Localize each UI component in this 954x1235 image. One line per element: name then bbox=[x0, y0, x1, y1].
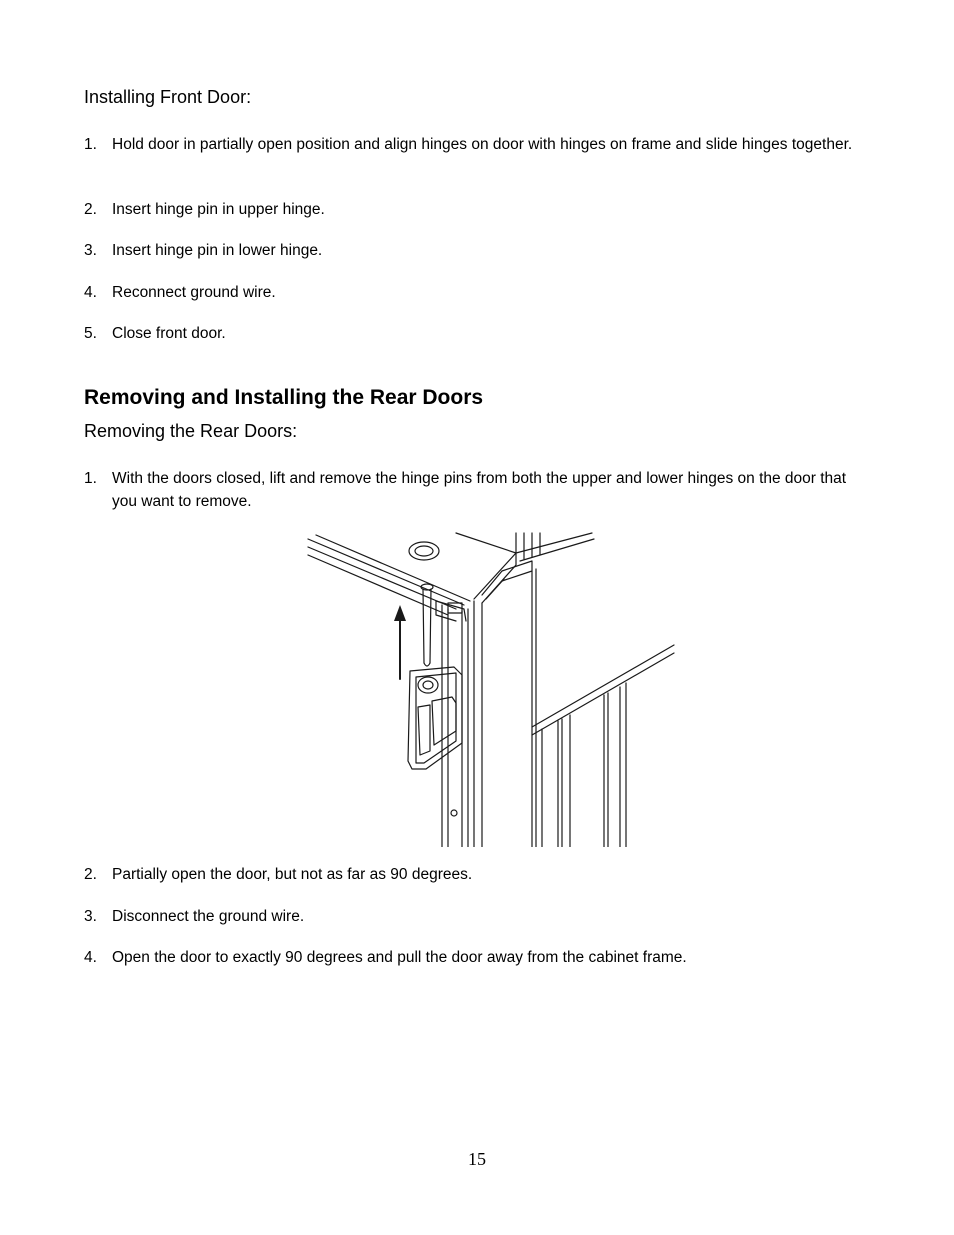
page-number: 15 bbox=[468, 1149, 486, 1169]
rear-doors-subheading: Removing the Rear Doors: bbox=[84, 421, 298, 441]
rear-doors-heading: Removing and Installing the Rear Doors bbox=[84, 386, 484, 409]
step-number: 3. bbox=[84, 908, 97, 925]
step-number: 4. bbox=[84, 949, 97, 966]
step-text: Close front door. bbox=[112, 325, 226, 342]
step-text: Disconnect the ground wire. bbox=[112, 908, 305, 925]
rear-doors-step-1 bbox=[84, 467, 874, 513]
door-panel bbox=[532, 569, 674, 847]
hinge-body bbox=[408, 667, 462, 769]
cabinet-top-corner bbox=[456, 533, 594, 603]
step-text: Insert hinge pin in upper hinge. bbox=[112, 201, 325, 218]
arrow-up-icon bbox=[394, 605, 406, 679]
step-number: 5. bbox=[84, 325, 97, 342]
front-door-subheading: Installing Front Door: bbox=[84, 87, 252, 107]
front-door-step-2 bbox=[84, 198, 874, 221]
rear-doors-step-4 bbox=[84, 946, 874, 969]
step-number: 1. bbox=[84, 470, 97, 487]
step-number: 2. bbox=[84, 866, 97, 883]
step-number: 3. bbox=[84, 242, 97, 259]
step-text: Insert hinge pin in lower hinge. bbox=[112, 242, 323, 259]
front-door-step-3 bbox=[84, 239, 874, 262]
front-door-step-1 bbox=[84, 133, 874, 156]
rear-doors-step-2 bbox=[84, 863, 874, 886]
rear-doors-step-3 bbox=[84, 905, 874, 928]
step-number: 2. bbox=[84, 201, 97, 218]
step-text: Open the door to exactly 90 degrees and pull the door away from the cabinet frame. bbox=[112, 949, 687, 966]
front-door-step-4 bbox=[84, 281, 874, 304]
hinge-pin-removal-illustration bbox=[306, 531, 676, 847]
top-rail bbox=[308, 535, 470, 615]
step-text: Partially open the door, but not as far as 90 degrees. bbox=[112, 866, 473, 883]
front-door-step-5 bbox=[84, 322, 874, 345]
washer-icon bbox=[409, 542, 439, 560]
step-text: Hold door in partially open position and align hinges on door with hinges on frame and slide hinges together. bbox=[112, 136, 853, 153]
step-text: Reconnect ground wire. bbox=[112, 284, 276, 301]
step-text: With the doors closed, lift and remove the hinge pins from both the upper and lower hinges on the door that you want to remove. bbox=[112, 470, 847, 510]
step-number: 1. bbox=[84, 136, 97, 153]
step-number: 4. bbox=[84, 284, 97, 301]
